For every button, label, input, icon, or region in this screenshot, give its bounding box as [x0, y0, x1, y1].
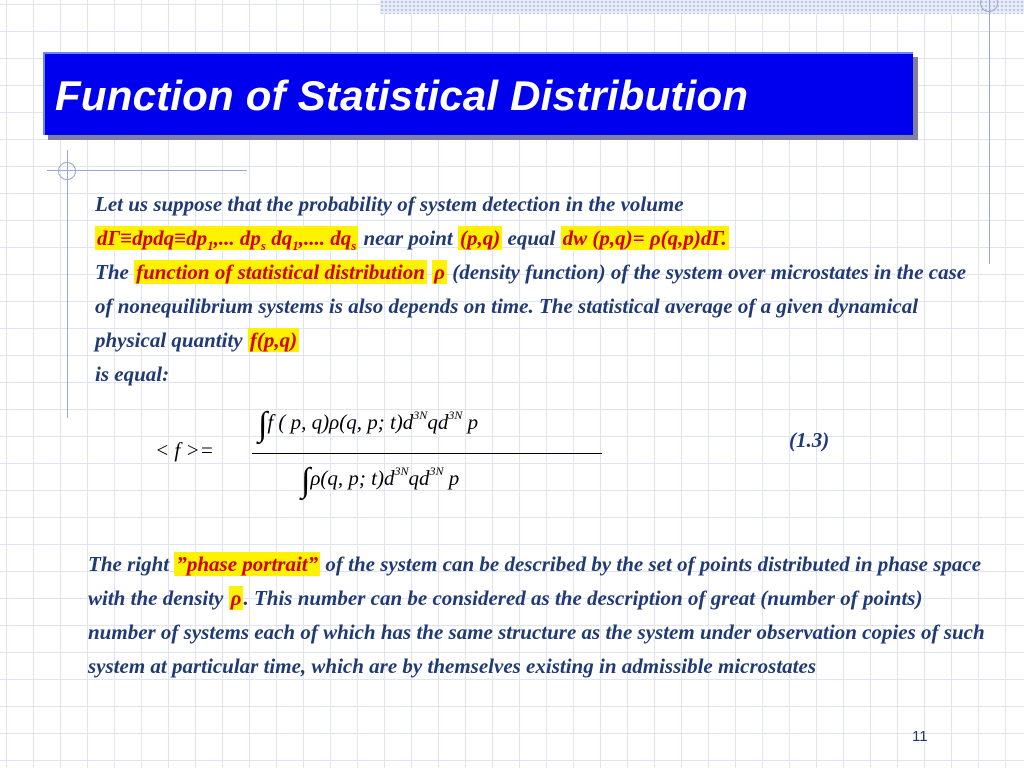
- formula-denominator: [301, 462, 459, 500]
- text-segment: (density function) of the system over microstates in the case of nonequilibrium systems is also depends on time. The statistical average of a given dynamical physical quantity: [95, 260, 967, 352]
- formula-text: p: [467, 410, 479, 434]
- left-ring-ornament: [58, 162, 76, 180]
- left-vertical-rule: [67, 150, 68, 418]
- text-segment: Let us suppose that the probability of system detection in the volume: [95, 192, 684, 216]
- highlight-phase-portrait: ”phase portrait”: [176, 552, 319, 576]
- highlight-term: function of statistical distribution: [136, 260, 425, 284]
- highlight-text: dq: [265, 226, 293, 250]
- subscript: s: [260, 238, 266, 253]
- superscript: 3N: [448, 408, 463, 422]
- top-decorative-band: [380, 0, 1024, 14]
- paragraph-intro: [95, 187, 975, 391]
- subscript: 1: [207, 238, 214, 253]
- superscript: 3N: [429, 464, 444, 478]
- slide-title: Function of Statistical Distribution: [55, 72, 749, 119]
- highlight-rho: ρ: [434, 260, 445, 284]
- equation-number: (1.3): [789, 428, 830, 452]
- text-segment: . This number can be considered as the description of great (number of points) number of systems each of which has the same structure as the system under observation copies of such system at particular time, which are by themselves existing in admissible microstates: [88, 586, 985, 678]
- average-formula: [155, 400, 615, 510]
- integral-sign: ∫: [301, 462, 311, 499]
- text-segment: The: [95, 260, 129, 284]
- formula-numerator: [258, 406, 478, 444]
- left-horizontal-rule: [47, 170, 247, 171]
- highlight-text: ,.... dq: [298, 226, 352, 250]
- formula-text: p: [448, 466, 460, 490]
- text-segment: is equal:: [95, 362, 170, 386]
- subscript: 1: [292, 238, 299, 253]
- page-number: 11: [912, 728, 928, 745]
- text-segment: The right: [88, 552, 170, 576]
- text-segment: near point: [363, 226, 453, 250]
- right-vertical-rule: [989, 0, 990, 264]
- text-segment: of the system can be described by the set of points distributed in phase space with the density: [88, 552, 982, 610]
- subscript: s: [351, 238, 357, 253]
- highlight-text: dΓ≡dpdq≡dp: [97, 226, 208, 250]
- highlight-probability: dw (p,q)= ρ(q,p)dΓ.: [562, 226, 727, 250]
- highlight-text: ,... dp: [213, 226, 261, 250]
- formula-text: ρ(q, p; t)d: [310, 466, 395, 490]
- formula-text: f ( p, q)ρ(q, p; t)d: [267, 410, 414, 434]
- superscript: 3N: [394, 464, 409, 478]
- highlight-point: (p,q): [460, 226, 501, 250]
- formula-text: qd: [427, 410, 449, 434]
- highlight-volume-element: [95, 226, 358, 253]
- highlight-rho: ρ: [230, 586, 242, 610]
- fraction-bar: [252, 453, 602, 454]
- integral-sign: ∫: [258, 406, 268, 443]
- highlight-quantity: f(p,q): [249, 328, 298, 352]
- paragraph-phase-portrait: [88, 547, 988, 683]
- formula-text: qd: [408, 466, 430, 490]
- formula-lhs: < f >=: [155, 438, 214, 462]
- superscript: 3N: [413, 408, 428, 422]
- text-segment: equal: [507, 226, 556, 250]
